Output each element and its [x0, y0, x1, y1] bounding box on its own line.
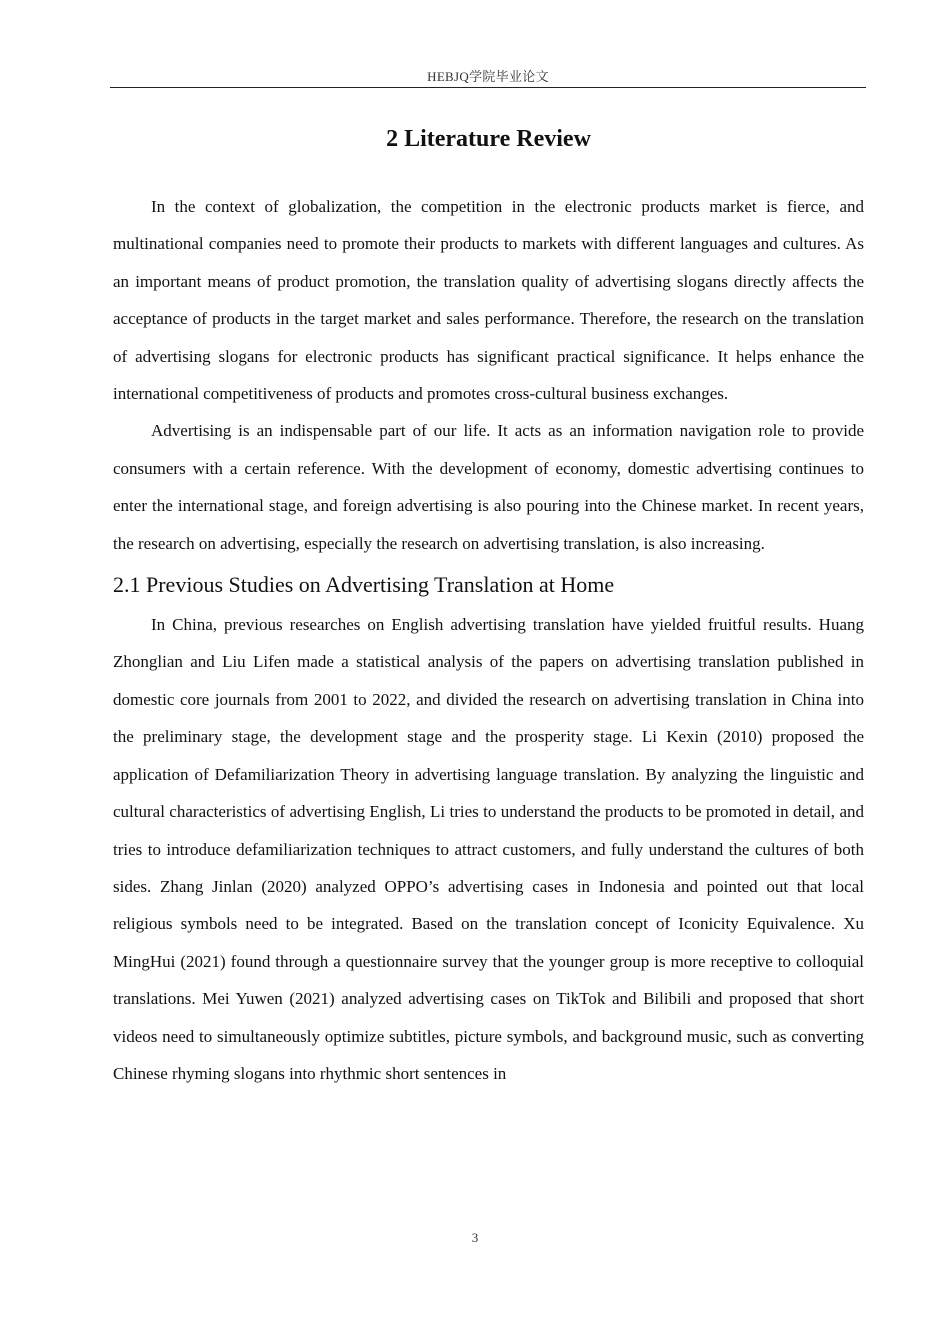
running-header: HEBJQ学院毕业论文: [427, 69, 549, 84]
body-paragraph-previous-studies: In China, previous researches on English advertising translation have yielded fruitful results. Huang Zhonglian and Liu Lifen made a statistical analysis of the papers on advertising translation published in domestic core journals from 2001 to 2022, and divided the research on advertising translation in China into the preliminary stage, the development stage and the prosperity stage. Li Kexin (2010) proposed the application of Defamiliarization Theory in advertising language translation. By analyzing the linguistic and cultural characteristics of advertising English, Li tries to understand the products to be promoted in detail, and tries to introduce defamiliarization techniques to attract customers, and fully understand the cultures of both sides. Zhang Jinlan (2020) analyzed OPPO’s advertising cases in Indonesia and pointed out that local religious symbols need to be integrated. Based on the translation concept of Iconicity Equivalence. Xu MingHui (2021) found through a questionnaire survey that the younger group is more receptive to colloquial translations. Mei Yuwen (2021) analyzed advertising cases on TikTok and Bilibili and proposed that short videos need to simultaneously optimize subtitles, picture symbols, and background music, such as converting Chinese rhyming slogans into rhythmic short sentences in: [113, 615, 864, 1083]
body-paragraph-advertising: Advertising is an indispensable part of our life. It acts as an information navigation role to provide consumers with a certain reference. With the development of economy, domestic advertising continues to enter the international stage, and foreign advertising is also pouring into the Chinese market. In recent years, the research on advertising, especially the research on advertising translation, is also increasing.: [113, 421, 864, 553]
section-title: 2.1 Previous Studies on Advertising Translation at Home: [113, 572, 615, 598]
chapter-title: 2 Literature Review: [386, 126, 591, 152]
page-body: [113, 120, 864, 1092]
body-paragraph-globalization: In the context of globalization, the competition in the electronic products market is fierce, and multinational companies need to promote their products to markets with different languages and cultures. As an important means of product promotion, the translation quality of advertising slogans directly affects the acceptance of products in the target market and sales performance. Therefore, the research on the translation of advertising slogans for electronic products has significant practical significance. It helps enhance the international competitiveness of products and promotes cross-cultural business exchanges.: [113, 197, 864, 404]
page-number: 3: [471, 1230, 479, 1245]
header-divider: [110, 87, 866, 88]
